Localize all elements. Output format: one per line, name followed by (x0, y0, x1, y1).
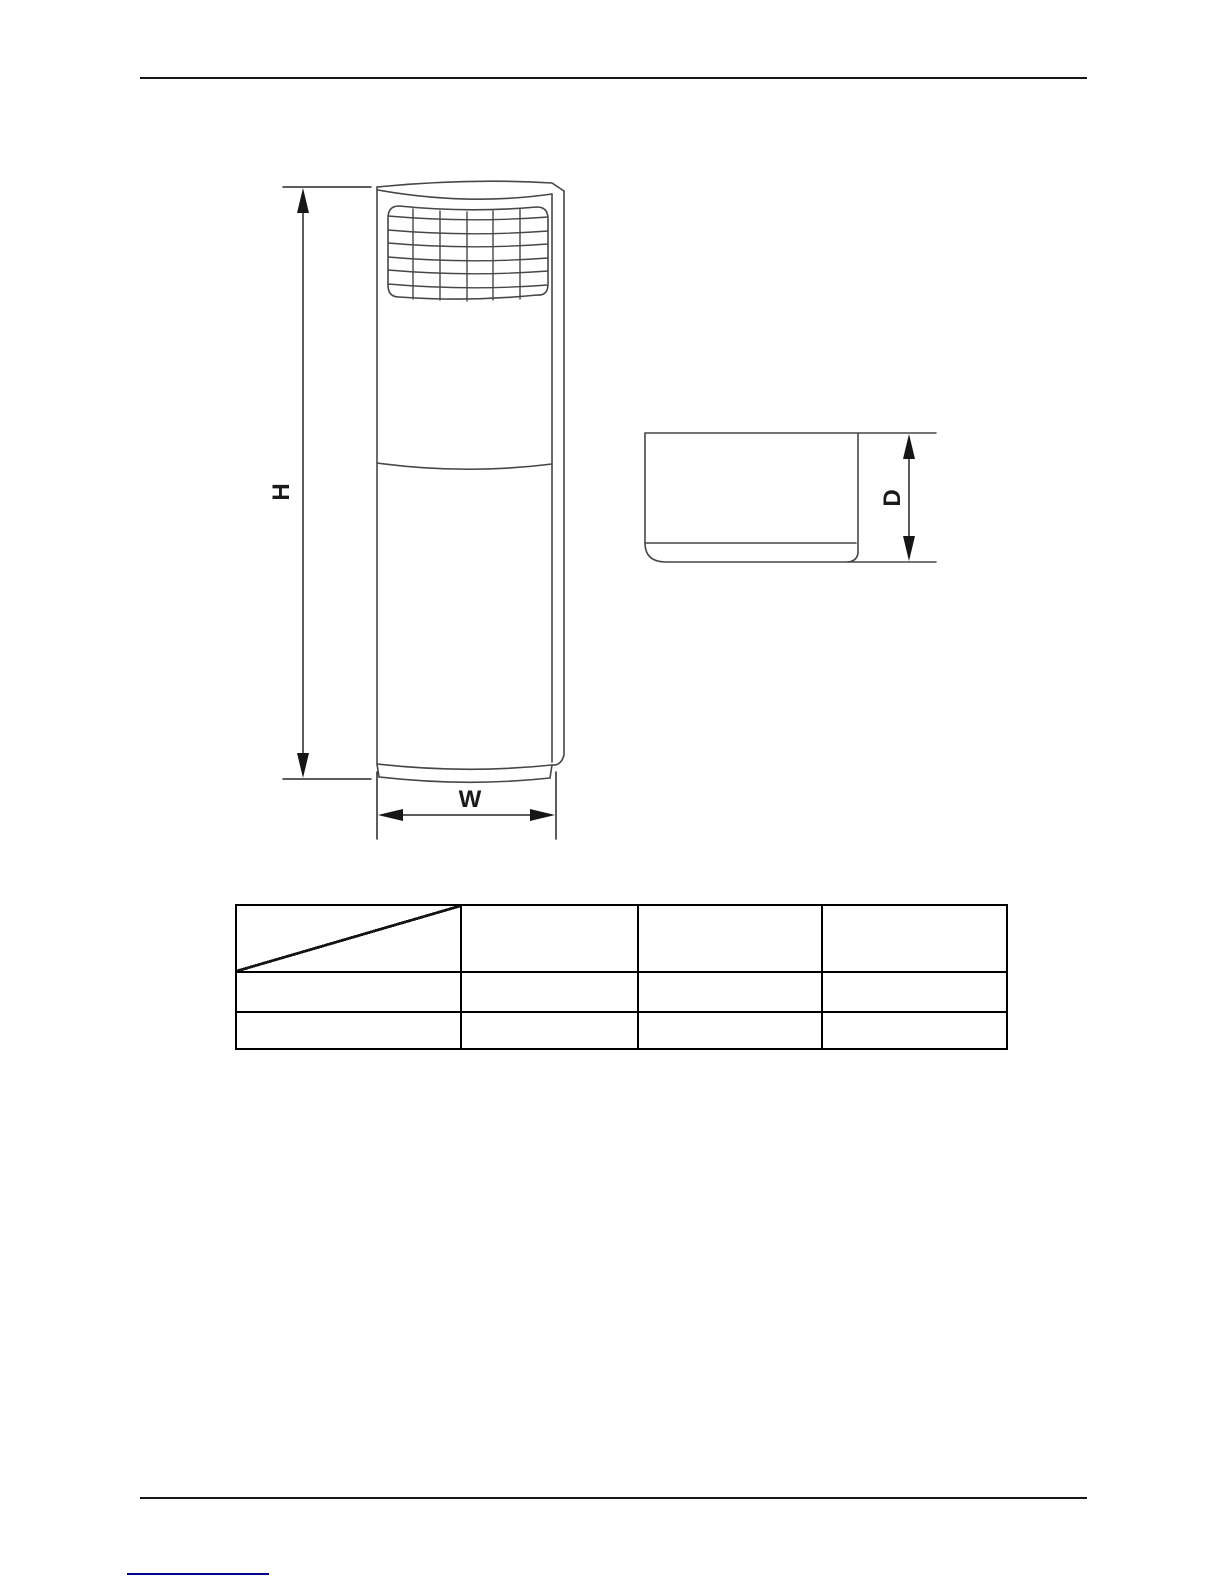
table-cell (461, 972, 638, 1012)
bottom-horizontal-rule (140, 1497, 1087, 1499)
arrowhead-right-icon (530, 809, 555, 821)
table-header-diagonal-cell (236, 905, 461, 972)
table-cell (638, 1012, 822, 1049)
height-dimension-label: H (268, 483, 295, 501)
table-row (236, 1012, 1007, 1049)
dimensions-table (235, 904, 1008, 1050)
arrowhead-left-icon (378, 809, 403, 821)
table-header-cell (461, 905, 638, 972)
arrowhead-down-icon (297, 753, 309, 778)
arrowhead-up-icon (903, 434, 915, 459)
table-cell (461, 1012, 638, 1049)
table-row (236, 972, 1007, 1012)
depth-dimension (879, 434, 915, 561)
table-header-cell (638, 905, 822, 972)
table-cell (236, 972, 461, 1012)
table-cell (236, 1012, 461, 1049)
footer-link[interactable] (127, 1562, 269, 1575)
width-dimension-label: W (458, 786, 482, 813)
arrowhead-down-icon (903, 536, 915, 561)
table-header-cell (822, 905, 1007, 972)
front-grille (388, 206, 548, 301)
depth-dimension-label: D (879, 489, 906, 507)
arrowhead-up-icon (297, 188, 309, 213)
height-dimension (268, 187, 371, 779)
table-cell (822, 1012, 1007, 1049)
table-cell (638, 972, 822, 1012)
table-cell (822, 972, 1007, 1012)
table-header-row (236, 905, 1007, 972)
